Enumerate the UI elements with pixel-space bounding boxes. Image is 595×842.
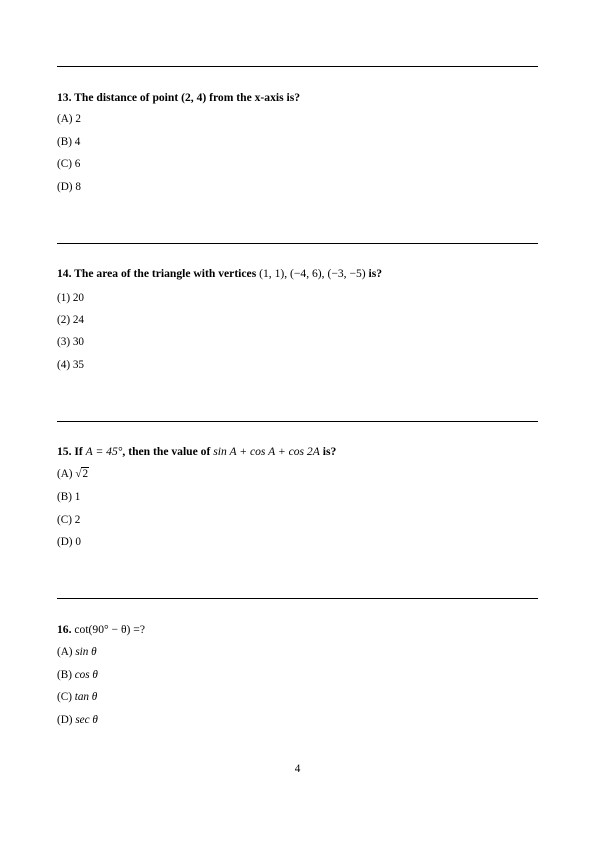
question-14-option-1: (1) 20 xyxy=(57,292,85,304)
question-16-option-d xyxy=(57,713,98,727)
question-15-option-a xyxy=(57,467,89,481)
option-math: cos θ xyxy=(74,669,98,681)
option-label: (D) xyxy=(57,714,76,726)
question-15-option-c: (C) 2 xyxy=(57,514,81,526)
question-15-option-d: (D) 0 xyxy=(57,536,81,548)
option-label: (B) xyxy=(57,669,75,681)
question-16-option-b xyxy=(57,668,98,682)
question-15-option-b: (B) 1 xyxy=(57,491,81,503)
option-label: (C) xyxy=(57,691,75,703)
square-root-symbol xyxy=(75,467,89,481)
question-15-title-prefix: 15. If xyxy=(57,445,86,458)
question-15-title-mid: , then the value of xyxy=(122,445,214,458)
question-13-option-c: (C) 6 xyxy=(57,158,81,170)
option-math: sin θ xyxy=(75,646,97,658)
question-16-option-a xyxy=(57,645,97,659)
question-14-vertices: (1, 1), (−4, 6), (−3, −5) xyxy=(259,267,366,280)
question-13-option-d: (D) 8 xyxy=(57,181,81,193)
separator-rule xyxy=(57,66,538,67)
question-15-angle: A = 45° xyxy=(85,445,123,458)
question-16-option-c xyxy=(57,690,97,704)
question-14-title-suffix: is? xyxy=(365,267,383,280)
option-math: sec θ xyxy=(75,714,98,726)
question-13-option-a: (A) 2 xyxy=(57,113,81,125)
question-16-expression: cot(90° − θ) =? xyxy=(74,623,145,636)
separator-rule xyxy=(57,598,538,599)
question-15-title-suffix: is? xyxy=(319,445,337,458)
question-14-title-prefix: 14. The area of the triangle with vertices xyxy=(57,267,260,280)
question-13-title: 13. The distance of point (2, 4) from the x-axis is? xyxy=(57,91,301,104)
radical-sign: √ xyxy=(75,468,82,480)
separator-rule xyxy=(57,243,538,244)
question-14-option-3: (3) 30 xyxy=(57,336,85,348)
option-label: (A) xyxy=(57,646,76,658)
option-math: tan θ xyxy=(74,691,98,703)
page-number: 4 xyxy=(294,763,301,775)
question-14-option-2: (2) 24 xyxy=(57,314,85,326)
question-13-option-b: (B) 4 xyxy=(57,136,81,148)
question-15-expression: sin A + cos A + cos 2A xyxy=(213,445,320,458)
question-16-title-prefix: 16. xyxy=(57,623,75,636)
question-15-option-a-label: (A) xyxy=(57,468,76,480)
question-14-option-4: (4) 35 xyxy=(57,359,85,371)
separator-rule xyxy=(57,421,538,422)
question-15-title xyxy=(57,445,336,459)
question-14-title xyxy=(57,267,382,281)
question-16-title xyxy=(57,623,145,637)
radicand: 2 xyxy=(82,468,89,480)
